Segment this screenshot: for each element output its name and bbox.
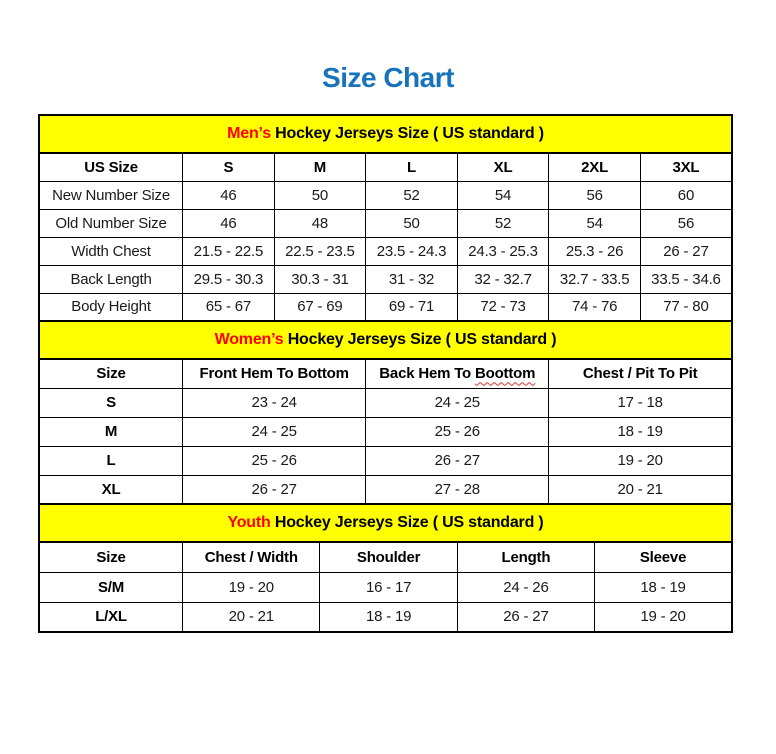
row-label: L bbox=[39, 446, 183, 475]
size-value-cell: 26 - 27 bbox=[457, 602, 594, 632]
youth-section-header-red-word: Youth bbox=[227, 514, 271, 531]
table-row bbox=[39, 293, 732, 321]
size-value-cell: 29.5 - 30.3 bbox=[183, 265, 275, 293]
size-value-cell: 56 bbox=[640, 209, 732, 237]
size-value-cell: 23 - 24 bbox=[183, 388, 366, 417]
size-value-cell: 26 - 27 bbox=[640, 237, 732, 265]
size-value-cell: 16 - 17 bbox=[320, 572, 457, 602]
size-value-cell: 46 bbox=[183, 209, 275, 237]
size-value-cell: 65 - 67 bbox=[183, 293, 275, 321]
size-value-cell: 50 bbox=[274, 181, 366, 209]
row-label: M bbox=[39, 417, 183, 446]
womens-column-header-row bbox=[39, 359, 732, 388]
column-header: Shoulder bbox=[320, 542, 457, 572]
size-value-cell: 19 - 20 bbox=[183, 572, 320, 602]
column-header: XL bbox=[457, 153, 549, 181]
size-value-cell: 26 - 27 bbox=[366, 446, 549, 475]
size-chart-page bbox=[0, 62, 776, 633]
size-value-cell: 60 bbox=[640, 181, 732, 209]
size-value-cell: 30.3 - 31 bbox=[274, 265, 366, 293]
size-value-cell: 74 - 76 bbox=[549, 293, 641, 321]
column-header: Sleeve bbox=[595, 542, 732, 572]
size-value-cell: 32 - 32.7 bbox=[457, 265, 549, 293]
table-row bbox=[39, 572, 732, 602]
row-label: S/M bbox=[39, 572, 183, 602]
mens-column-header-row bbox=[39, 153, 732, 181]
size-value-cell: 54 bbox=[549, 209, 641, 237]
youth-column-header-row bbox=[39, 542, 732, 572]
column-header: Length bbox=[457, 542, 594, 572]
youth-section-header: Youth Hockey Jerseys Size ( US standard ) bbox=[39, 504, 732, 542]
size-value-cell: 23.5 - 24.3 bbox=[366, 237, 458, 265]
size-value-cell: 67 - 69 bbox=[274, 293, 366, 321]
size-value-cell: 27 - 28 bbox=[366, 475, 549, 504]
size-value-cell: 17 - 18 bbox=[549, 388, 732, 417]
size-value-cell: 21.5 - 22.5 bbox=[183, 237, 275, 265]
column-header: 3XL bbox=[640, 153, 732, 181]
size-value-cell: 24 - 26 bbox=[457, 572, 594, 602]
column-header: 2XL bbox=[549, 153, 641, 181]
size-value-cell: 19 - 20 bbox=[549, 446, 732, 475]
size-value-cell: 26 - 27 bbox=[183, 475, 366, 504]
youth-section-band-row bbox=[39, 504, 732, 542]
column-header: Chest / Pit To Pit bbox=[549, 359, 732, 388]
page-title: Size Chart bbox=[322, 62, 454, 93]
womens-section-header-red-word: Women’s bbox=[214, 331, 284, 348]
size-value-cell: 77 - 80 bbox=[640, 293, 732, 321]
size-value-cell: 24.3 - 25.3 bbox=[457, 237, 549, 265]
table-row bbox=[39, 181, 732, 209]
row-label: Body Height bbox=[39, 293, 183, 321]
size-value-cell: 19 - 20 bbox=[595, 602, 732, 632]
mens-section-header: Men’s Hockey Jerseys Size ( US standard ) bbox=[39, 115, 732, 153]
size-value-cell: 32.7 - 33.5 bbox=[549, 265, 641, 293]
row-label: Back Length bbox=[39, 265, 183, 293]
table-row bbox=[39, 265, 732, 293]
womens-section-band-row bbox=[39, 321, 732, 359]
row-label: L/XL bbox=[39, 602, 183, 632]
table-row bbox=[39, 446, 732, 475]
size-value-cell: 20 - 21 bbox=[549, 475, 732, 504]
row-label: Old Number Size bbox=[39, 209, 183, 237]
column-header: Chest / Width bbox=[183, 542, 320, 572]
size-value-cell: 25.3 - 26 bbox=[549, 237, 641, 265]
table-row bbox=[39, 237, 732, 265]
size-value-cell: 33.5 - 34.6 bbox=[640, 265, 732, 293]
size-chart bbox=[38, 114, 733, 633]
womens-size-table bbox=[38, 320, 733, 505]
size-value-cell: 54 bbox=[457, 181, 549, 209]
youth-size-table bbox=[38, 503, 733, 633]
size-value-cell: 20 - 21 bbox=[183, 602, 320, 632]
row-label: S bbox=[39, 388, 183, 417]
womens-section-header: Women’s Hockey Jerseys Size ( US standard ) bbox=[39, 321, 732, 359]
size-value-cell: 31 - 32 bbox=[366, 265, 458, 293]
column-header: US Size bbox=[39, 153, 183, 181]
size-value-cell: 25 - 26 bbox=[183, 446, 366, 475]
mens-size-table bbox=[38, 114, 733, 322]
size-value-cell: 18 - 19 bbox=[595, 572, 732, 602]
misspelled-word-wavy-underline: Boottom bbox=[474, 365, 536, 383]
column-header: S bbox=[183, 153, 275, 181]
table-row bbox=[39, 388, 732, 417]
size-value-cell: 18 - 19 bbox=[320, 602, 457, 632]
table-row bbox=[39, 209, 732, 237]
size-value-cell: 22.5 - 23.5 bbox=[274, 237, 366, 265]
size-value-cell: 50 bbox=[366, 209, 458, 237]
column-header: Front Hem To Bottom bbox=[183, 359, 366, 388]
table-row bbox=[39, 417, 732, 446]
size-value-cell: 46 bbox=[183, 181, 275, 209]
size-value-cell: 25 - 26 bbox=[366, 417, 549, 446]
table-row bbox=[39, 475, 732, 504]
column-header: Size bbox=[39, 542, 183, 572]
row-label: New Number Size bbox=[39, 181, 183, 209]
mens-section-header-red-word: Men’s bbox=[227, 125, 271, 142]
size-value-cell: 52 bbox=[457, 209, 549, 237]
size-value-cell: 56 bbox=[549, 181, 641, 209]
size-value-cell: 72 - 73 bbox=[457, 293, 549, 321]
size-value-cell: 18 - 19 bbox=[549, 417, 732, 446]
column-header: M bbox=[274, 153, 366, 181]
size-value-cell: 48 bbox=[274, 209, 366, 237]
mens-section-band-row bbox=[39, 115, 732, 153]
size-value-cell: 69 - 71 bbox=[366, 293, 458, 321]
column-header: Size bbox=[39, 359, 183, 388]
column-header: L bbox=[366, 153, 458, 181]
row-label: Width Chest bbox=[39, 237, 183, 265]
size-value-cell: 52 bbox=[366, 181, 458, 209]
column-header: Back Hem To Boottom bbox=[366, 359, 549, 388]
size-value-cell: 24 - 25 bbox=[183, 417, 366, 446]
size-value-cell: 24 - 25 bbox=[366, 388, 549, 417]
table-row bbox=[39, 602, 732, 632]
row-label: XL bbox=[39, 475, 183, 504]
